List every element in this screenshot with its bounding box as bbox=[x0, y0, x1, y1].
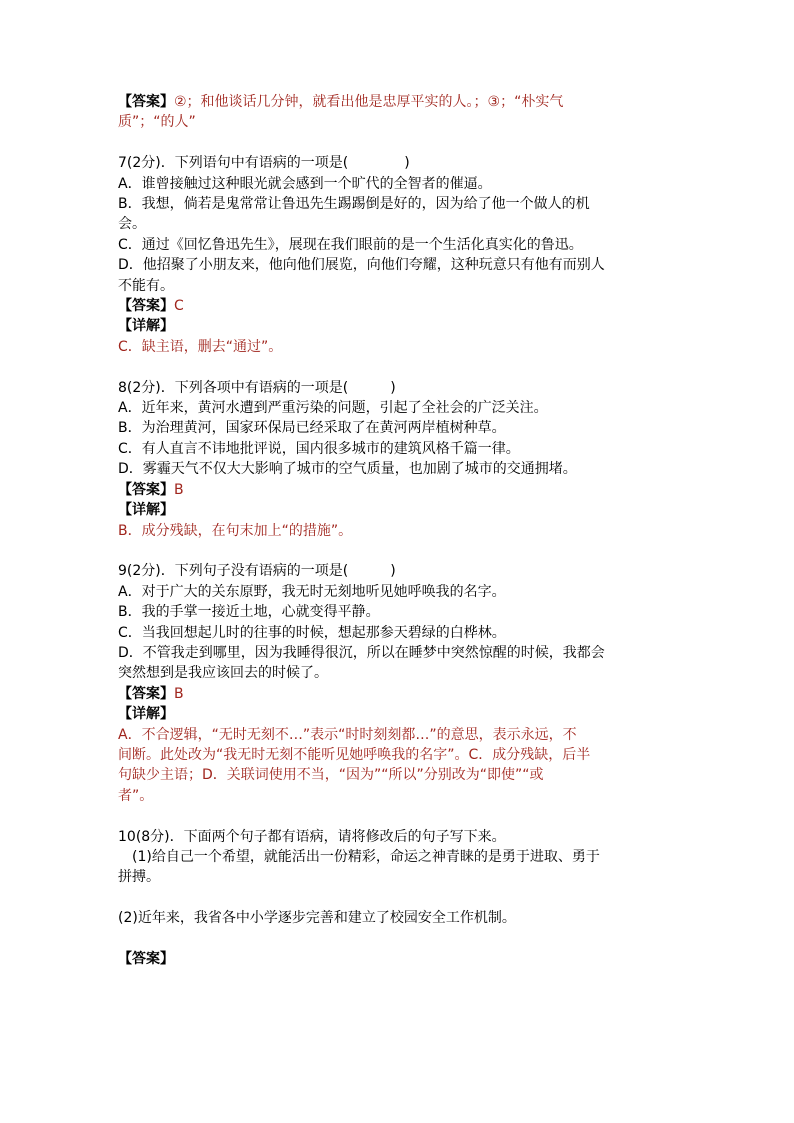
option-line: 不能有。 bbox=[118, 277, 174, 294]
detail-text: C．缺主语，删去“通过”。 bbox=[118, 338, 283, 355]
answer-value: B bbox=[174, 481, 184, 498]
option-line: A．谁曾接触过这种眼光就会感到一个旷代的全智者的催逼。 bbox=[118, 175, 492, 192]
answer-label: 【答案】 bbox=[118, 298, 174, 315]
option-line: 会。 bbox=[118, 216, 146, 233]
answer-line bbox=[118, 684, 678, 704]
option-line: B．我想，倘若是鬼常常让鲁迅先生踢踢倒是好的，因为给了他一个做人的机 bbox=[118, 196, 590, 213]
option-line: B．我的手掌一接近土地，心就变得平静。 bbox=[118, 604, 380, 621]
answer-value: B bbox=[174, 685, 184, 702]
answer-label: 【答案】 bbox=[118, 481, 174, 498]
spacer bbox=[118, 806, 678, 826]
option-line: C．有人直言不讳地批评说，国内很多城市的建筑风格千篇一律。 bbox=[118, 440, 520, 457]
detail-text: 者”。 bbox=[118, 787, 154, 804]
prev-answer-block bbox=[118, 92, 678, 133]
document-page bbox=[118, 92, 678, 969]
spacer bbox=[118, 357, 678, 377]
prev-answer-line-1 bbox=[118, 92, 678, 112]
question-7 bbox=[118, 153, 678, 357]
option-line: C．通过《回忆鲁迅先生》，展现在我们眼前的是一个生活化真实化的鲁迅。 bbox=[118, 236, 583, 253]
option-line: B．为治理黄河，国家环保局已经采取了在黄河两岸植树种草。 bbox=[118, 420, 506, 437]
answer-label: 【答案】 bbox=[118, 950, 174, 967]
answer-text: ②；和他谈话几分钟，就看出他是忠厚平实的人。；③；“朴实气 bbox=[174, 94, 564, 110]
question-10 bbox=[118, 827, 678, 970]
question-stem: 10(8分)．下面两个句子都有语病，请将修改后的句子写下来。 bbox=[118, 828, 506, 845]
answer-label: 【答案】 bbox=[118, 94, 174, 110]
spacer bbox=[118, 133, 678, 153]
option-line: 突然想到是我应该回去的时候了。 bbox=[118, 665, 328, 682]
question-stem: 8(2分)．下列各项中有语病的一项是( ) bbox=[118, 379, 396, 396]
question-8 bbox=[118, 378, 678, 541]
sub-item-2: (2)近年来，我省各中小学逐步完善和建立了校园安全工作机制。 bbox=[118, 910, 516, 927]
option-line: D．不管我走到哪里，因为我睡得很沉，所以在睡梦中突然惊醒的时候，我都会 bbox=[118, 644, 605, 661]
spacer bbox=[118, 929, 678, 949]
detail-text: 句缺少主语；D．关联词使用不当，“因为”“所以”分别改为“即使”“或 bbox=[118, 767, 544, 784]
option-line: C．当我回想起儿时的往事的时候，想起那参天碧绿的白桦林。 bbox=[118, 624, 506, 641]
detail-label: 【详解】 bbox=[118, 706, 174, 723]
question-9 bbox=[118, 561, 678, 806]
sub-item-1: (1)给自己一个希望，就能活出一份精彩，命运之神青睐的是勇于进取、勇于 bbox=[118, 848, 600, 865]
answer-line bbox=[118, 480, 678, 500]
detail-text: B．成分残缺，在句末加上“的措施”。 bbox=[118, 522, 353, 539]
sub-item-1-cont: 拼搏。 bbox=[118, 869, 160, 886]
answer-line bbox=[118, 296, 678, 316]
spacer bbox=[118, 541, 678, 561]
question-stem: 9(2分)．下列句子没有语病的一项是( ) bbox=[118, 563, 396, 580]
option-line: D．他招聚了小朋友来，他向他们展览，向他们夸耀，这种玩意只有他有而别人 bbox=[118, 257, 605, 274]
question-stem: 7(2分)．下列语句中有语病的一项是( ) bbox=[118, 155, 410, 172]
option-line: A．近年来，黄河水遭到严重污染的问题，引起了全社会的广泛关注。 bbox=[118, 400, 548, 417]
answer-value: C bbox=[174, 298, 184, 315]
detail-label: 【详解】 bbox=[118, 502, 174, 519]
detail-label: 【详解】 bbox=[118, 318, 174, 335]
option-line: D．雾霾天气不仅大大影响了城市的空气质量，也加剧了城市的交通拥堵。 bbox=[118, 461, 577, 478]
detail-text: 间断。此处改为“我无时无刻不能听见她呼唤我的名字”。C．成分残缺，后半 bbox=[118, 746, 591, 763]
prev-answer-line-2: 质”；“的人” bbox=[118, 114, 196, 131]
answer-label: 【答案】 bbox=[118, 685, 174, 702]
detail-text: A．不合逻辑，“无时无刻不…”表示“时时刻刻都…”的意思，表示永远，不 bbox=[118, 726, 577, 743]
option-line: A．对于广大的关东原野，我无时无刻地听见她呼唤我的名字。 bbox=[118, 583, 506, 600]
spacer bbox=[118, 888, 678, 908]
